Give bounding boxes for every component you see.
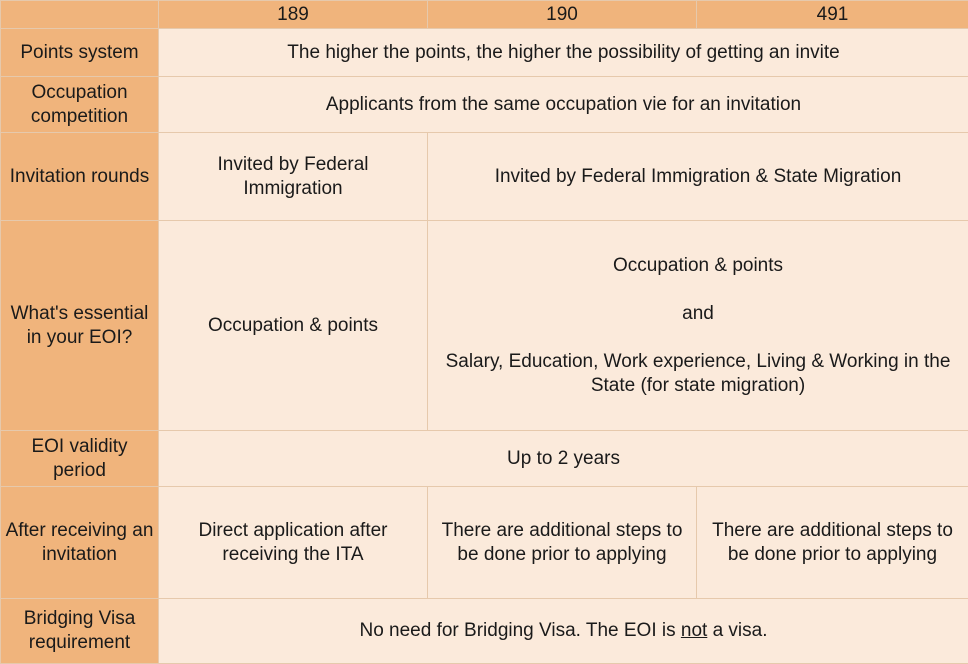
header-row [1,1,968,29]
points-system-value: The higher the points, the higher the possibility of getting an invite [159,29,968,77]
table-row-eoi-validity [1,431,968,487]
row-label-after-invitation: After receiving an invitation [1,487,159,599]
table-row-invitation-rounds [1,133,968,221]
table-row-eoi-essentials [1,221,968,431]
eoi-essentials-line-and: and [432,302,964,326]
after-invitation-190: There are additional steps to be done prior to applying [428,487,697,599]
row-label-eoi-essentials: What's essential in your EOI? [1,221,159,431]
bridging-text-emphasis: not [681,620,707,641]
eoi-validity-value: Up to 2 years [159,431,968,487]
row-label-occupation-competition: Occupation competition [1,77,159,133]
table-row-points-system [1,29,968,77]
eoi-essentials-190-491 [428,221,968,431]
bridging-text-before: No need for Bridging Visa. The EOI is [359,620,680,641]
occupation-competition-value: Applicants from the same occupation vie for an invitation [159,77,968,133]
table-row-occupation-competition [1,77,968,133]
column-header-189: 189 [159,1,428,29]
after-invitation-189: Direct application after receiving the ITA [159,487,428,599]
row-label-invitation-rounds: Invitation rounds [1,133,159,221]
row-label-eoi-validity: EOI validity period [1,431,159,487]
eoi-essentials-line-state-criteria: Salary, Education, Work experience, Living & Working in the State (for state migration) [432,350,964,398]
header-corner-cell [1,1,159,29]
row-label-bridging-visa: Bridging Visa requirement [1,599,159,664]
table-row-bridging-visa [1,599,968,664]
column-header-190: 190 [428,1,697,29]
column-header-491: 491 [697,1,968,29]
invitation-rounds-189: Invited by Federal Immigration [159,133,428,221]
bridging-visa-value [159,599,968,664]
bridging-text-after: a visa. [707,620,767,641]
eoi-essentials-line-occupation: Occupation & points [432,254,964,278]
eoi-essentials-189: Occupation & points [159,221,428,431]
invitation-rounds-190-491: Invited by Federal Immigration & State Migration [428,133,968,221]
row-label-points-system: Points system [1,29,159,77]
after-invitation-491: There are additional steps to be done prior to applying [697,487,968,599]
table-row-after-invitation [1,487,968,599]
